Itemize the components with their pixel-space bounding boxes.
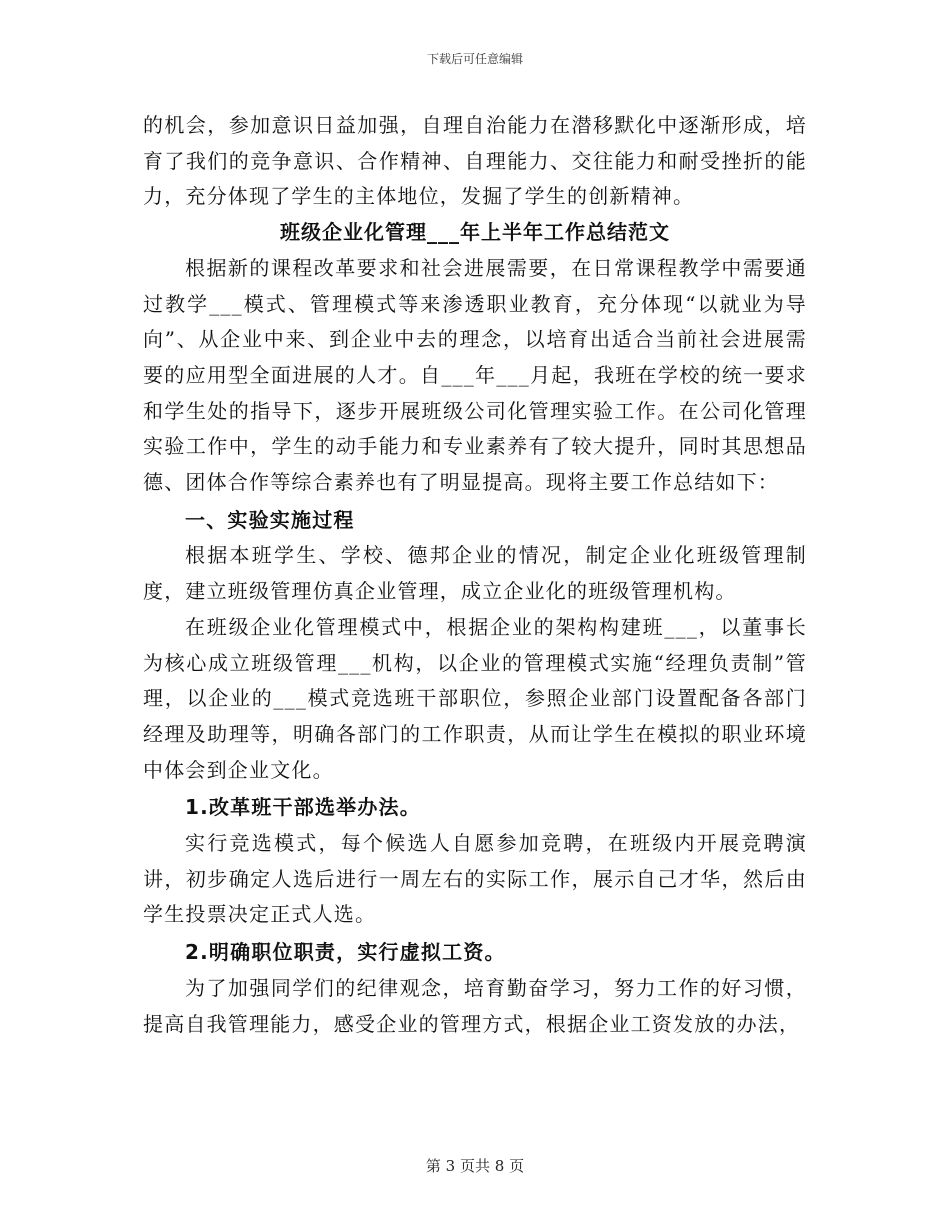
heading-virtual-salary: 2.明确职位职责，实行虚拟工资。 bbox=[185, 940, 506, 965]
paragraph-intro: 根据新的课程改革要求和社会进展需要，在日常课程教学中需要通过教学___模式、管理模式等来渗透职业教育，充分体现“以就业为导向”、从企业中来、到企业中去的理念，以培育出适合当前社会进展需要的应用型全面进展的人才。自___年___月起，我班在学校的统一要求和学生处的指导下，逐步开展班级公司化管理实验工作。在公司化管理实验工作中，学生的动手能力和专业素养有了较大提升，同时其思想品德、团体合作等综合素养也有了明显提高。现将主要工作总结如下： bbox=[143, 255, 807, 495]
paragraph-election: 实行竞选模式，每个候选人自愿参加竞聘，在班级内开展竞聘演讲，初步确定人选后进行一周左右的实际工作，展示自己才华，然后由学生投票决定正式人选。 bbox=[143, 831, 807, 927]
paragraph-salary: 为了加强同学们的纪律观念，培育勤奋学习，努力工作的好习惯，提高自我管理能力，感受企业的管理方式，根据企业工资发放的办法， bbox=[143, 975, 807, 1036]
document-body bbox=[143, 108, 807, 1042]
heading-implementation: 一、实验实施过程 bbox=[185, 507, 355, 532]
page-header: 下载后可任意编辑 bbox=[426, 52, 523, 66]
paragraph-continuation: 的机会，参加意识日益加强，自理自治能力在潜移默化中逐渐形成，培育了我们的竞争意识、合作精神、自理能力、交往能力和耐受挫折的能力，充分体现了学生的主体地位，发掘了学生的创新精神。 bbox=[143, 113, 807, 209]
section-title: 班级企业化管理___年上半年工作总结范文 bbox=[280, 220, 670, 245]
page-footer: 第 3 页共 8 页 bbox=[425, 1157, 525, 1175]
paragraph-system: 根据本班学生、学校、德邦企业的情况，制定企业化班级管理制度，建立班级管理仿真企业管理，成立企业化的班级管理机构。 bbox=[143, 543, 807, 604]
paragraph-structure: 在班级企业化管理模式中，根据企业的架构构建班___，以董事长为核心成立班级管理___机构，以企业的管理模式实施“经理负责制”管理，以企业的___模式竞选班干部职位，参照企业部门设置配备各部门经理及助理等，明确各部门的工作职责，从而让学生在模拟的职业环境中体会到企业文化。 bbox=[143, 614, 807, 782]
heading-election-reform: 1.改革班干部选举办法。 bbox=[185, 795, 421, 820]
